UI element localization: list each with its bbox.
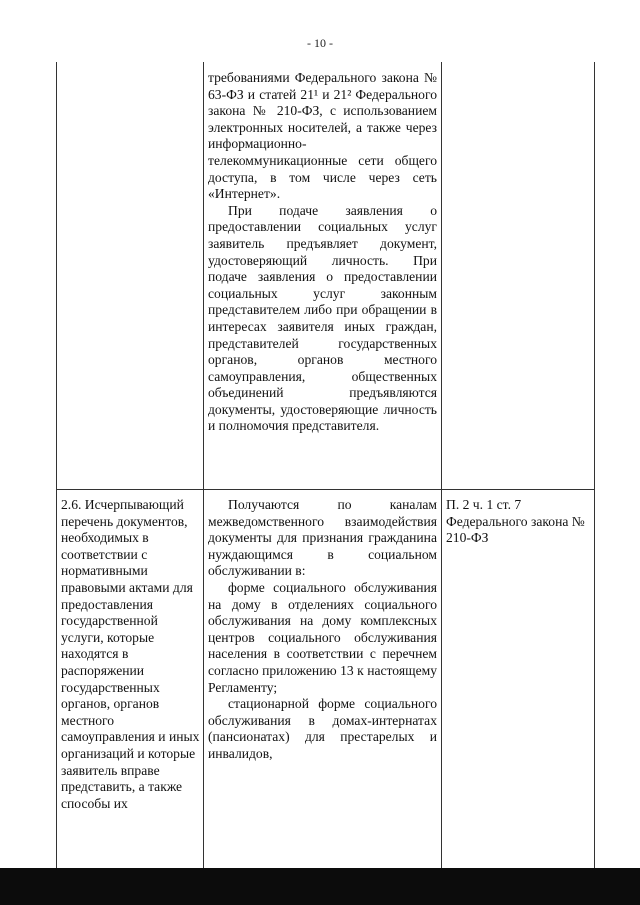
- paragraph: При подаче заявления о предоставлении социальных услуг заявитель предъявляет документ, удостоверяющий личность. При подаче заявления о предоставлении социальных услуг законным представителем либо при обращении в интересах заявителя иных граждан, представителей государственных органов, органов местного самоуправления, общественных объединений предъявляются документы, удостоверяющие личность и полномочия представителя.: [208, 202, 437, 434]
- section-title: 2.6. Исчерпывающий перечень документов, необходимых в соответствии с нормативными правовыми актами для предоставления государственной услуги, которые находятся в распоряжении государственных органов, органов местного самоуправления и иных организаций и которые заявитель вправе представить, а также способы их: [61, 497, 200, 811]
- page-number: - 10 -: [307, 36, 333, 50]
- paragraph: требованиями Федерального закона № 63-ФЗ и статей 21¹ и 21² Федерального закона № 210-ФЗ, с использованием электронных носителей, а также через информационно-телекоммуникационные сети общего доступа, в том числе через сеть «Интернет».: [208, 70, 437, 202]
- paragraph: форме социального обслуживания на дому в отделениях социального обслуживания на дому комплексных центров социального обслуживания населения в соответствии с перечнем согласно приложению 13 к настоящему Регламенту;: [208, 579, 437, 695]
- table-border-col2: [441, 62, 442, 870]
- scan-edge-band: [0, 868, 640, 905]
- table-row-divider: [56, 489, 595, 490]
- table-row-bottom-description: [208, 497, 437, 763]
- table-border-left: [56, 62, 57, 870]
- paragraph: стационарной форме социального обслуживания в домах-интернатах (пансионатах) для престарелых и инвалидов,: [208, 696, 437, 761]
- table-row-top-description: [208, 70, 437, 435]
- table-row-bottom-title: [61, 497, 200, 812]
- legal-reference: П. 2 ч. 1 ст. 7 Федерального закона № 210-ФЗ: [446, 497, 585, 546]
- table-border-right: [594, 62, 595, 870]
- table-row-bottom-reference: [446, 497, 591, 547]
- table-border-col1: [203, 62, 204, 870]
- paragraph: Получаются по каналам межведомственного взаимодействия документы для признания гражданина нуждающимся в социальном обслуживании в:: [208, 497, 437, 579]
